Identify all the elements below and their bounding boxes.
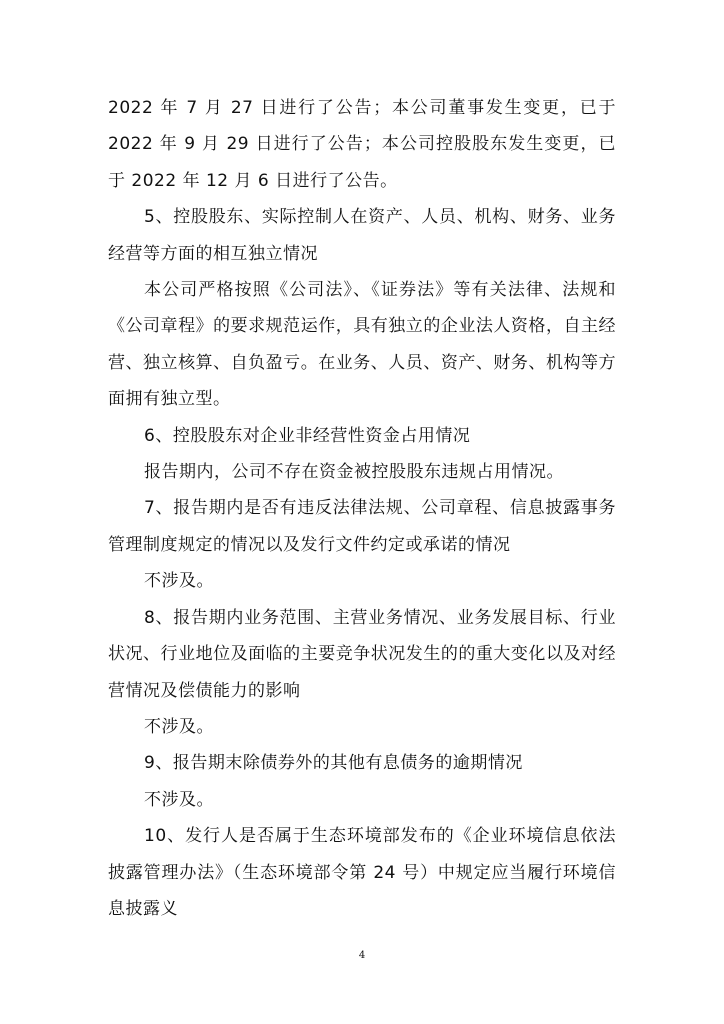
section-heading-violations: 7、报告期内是否有违反法律法规、公司章程、信息披露事务管理制度规定的情况以及发行文件约定或承诺的情况 <box>108 498 616 555</box>
paragraph-announcement-continuation: 2022 年 7 月 27 日进行了公告；本公司董事发生变更，已于 2022 年 9 月 29 日进行了公告；本公司控股股东发生变更，已于 2022 年 12 月 6 日进行了公告。 <box>108 98 616 191</box>
page-number: 4 <box>358 950 366 961</box>
document-body <box>108 90 616 927</box>
paragraph-overdue-debt-answer: 不涉及。 <box>144 789 214 810</box>
section-heading-business-changes: 8、报告期内业务范围、主营业务情况、业务发展目标、行业状况、行业地位及面临的主要竞争状况发生的的重大变化以及对经营情况及偿债能力的影响 <box>108 607 616 701</box>
section-heading-environmental-disclosure: 10、发行人是否属于生态环境部发布的《企业环境信息依法披露管理办法》（生态环境部令第 24 号）中规定应当履行环境信息披露义 <box>108 826 616 919</box>
paragraph-business-changes-answer: 不涉及。 <box>144 716 214 737</box>
paragraph-independence-body: 本公司严格按照《公司法》、《证券法》等有关法律、法规和《公司章程》的要求规范运作，具有独立的企业法人资格，自主经营、独立核算、自负盈亏。在业务、人员、资产、财务、机构等方面拥有独立型。 <box>108 280 616 410</box>
paragraph-violations-answer: 不涉及。 <box>144 571 214 592</box>
paragraph-fund-occupation-body: 报告期内，公司不存在资金被控股股东违规占用情况。 <box>144 462 564 483</box>
section-heading-overdue-debt: 9、报告期末除债券外的其他有息债务的逾期情况 <box>144 753 523 774</box>
section-heading-independence: 5、控股股东、实际控制人在资产、人员、机构、财务、业务经营等方面的相互独立情况 <box>108 207 616 264</box>
section-heading-fund-occupation: 6、控股股东对企业非经营性资金占用情况 <box>144 425 471 446</box>
